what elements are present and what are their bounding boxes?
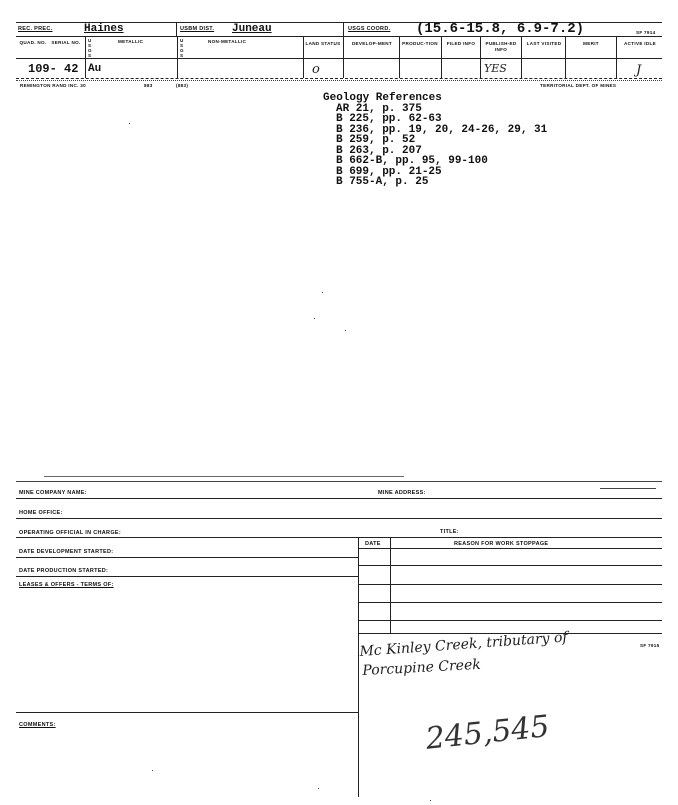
non-metallic-label: NON-METALLIC xyxy=(208,39,247,44)
production-label: PRODUC-TION xyxy=(402,41,438,46)
title-label: TITLE: xyxy=(440,529,459,535)
merit-label: MERIT xyxy=(583,41,599,46)
quad-no-label: QUAD. NO. xyxy=(19,40,47,45)
usgs-nonmetallic-marker: U S G S xyxy=(180,38,184,58)
usbm-dist-value: Juneau xyxy=(232,23,272,35)
operating-official-label: OPERATING OFFICIAL IN CHARGE: xyxy=(19,530,121,536)
reference-item: B 263, p. 207 xyxy=(336,144,422,157)
handwritten-note-line2: Porcupine Creek xyxy=(362,656,482,679)
form-number-2: SF 7915 xyxy=(640,643,660,648)
references-heading: Geology References xyxy=(323,92,442,104)
geology-references xyxy=(323,93,547,188)
date-development-started-label: DATE DEVELOPMENT STARTED: xyxy=(19,549,114,555)
reference-item: B 236, pp. 19, 20, 24-26, 29, 31 xyxy=(336,123,548,136)
last-visited-label: LAST VISITED xyxy=(526,41,562,46)
form-number: SF 7914 xyxy=(636,30,656,35)
reference-item: B 662-B, pp. 95, 99-100 xyxy=(336,155,488,167)
development-label: DEVELOP-MENT xyxy=(351,41,393,46)
filed-info-label: FILED INFO xyxy=(446,41,476,46)
date-col-label: DATE xyxy=(365,541,381,547)
quad-serial-value: 109- 42 xyxy=(28,62,79,76)
published-info-value: YES xyxy=(484,62,507,75)
serial-no-label: SERIAL NO. xyxy=(51,40,81,45)
usgs-coord-label: USGS COORD. xyxy=(348,26,391,32)
active-idle-value: J xyxy=(636,63,642,78)
mine-company-name-label: MINE COMPANY NAME: xyxy=(19,490,87,496)
reference-item: B 755-A, p. 25 xyxy=(336,176,429,188)
published-info-label: PUBLISH-ED INFO xyxy=(485,41,517,52)
home-office-label: HOME OFFICE: xyxy=(19,510,63,516)
reference-item: AR 21, p. 375 xyxy=(336,102,422,115)
reason-col-label: REASON FOR WORK STOPPAGE xyxy=(454,541,549,547)
handwritten-number: 245,545 xyxy=(424,709,552,757)
handwritten-note-line1: Mc Kinley Creek, tributary of xyxy=(359,629,569,660)
rec-prec-value: Haines xyxy=(84,23,124,35)
code-a: 883 xyxy=(144,83,153,88)
active-idle-label: ACTIVE IDLE xyxy=(624,41,656,46)
usgs-coord-value: (15.6-15.8, 6.9-7.2) xyxy=(416,21,585,37)
metallic-value: Au xyxy=(88,63,102,75)
department-imprint: TERRITORIAL DEPT. OF MINES xyxy=(540,83,617,88)
date-production-started-label: DATE PRODUCTION STARTED: xyxy=(19,568,109,574)
reference-item: B 699, pp. 21-25 xyxy=(336,165,442,178)
reference-item: B 225, pp. 62-63 xyxy=(336,113,442,125)
reference-item: B 259, p. 52 xyxy=(336,134,416,146)
leases-offers-label: LEASES & OFFERS - TERMS OF: xyxy=(19,582,114,588)
code-b: (883) xyxy=(176,83,189,88)
usbm-dist-label: USBM DIST. xyxy=(180,26,215,32)
printer-imprint: REMINGTON RAND INC. 30 xyxy=(20,83,86,88)
land-status-value: o xyxy=(312,62,320,77)
metallic-label: METALLIC xyxy=(118,39,144,44)
mine-address-label: MINE ADDRESS: xyxy=(378,490,426,496)
usgs-metallic-marker: U S G S xyxy=(88,38,92,58)
comments-label: COMMENTS: xyxy=(19,722,56,728)
land-status-label: LAND STATUS xyxy=(305,41,341,46)
rec-prec-label: REC. PREC. xyxy=(18,26,53,32)
